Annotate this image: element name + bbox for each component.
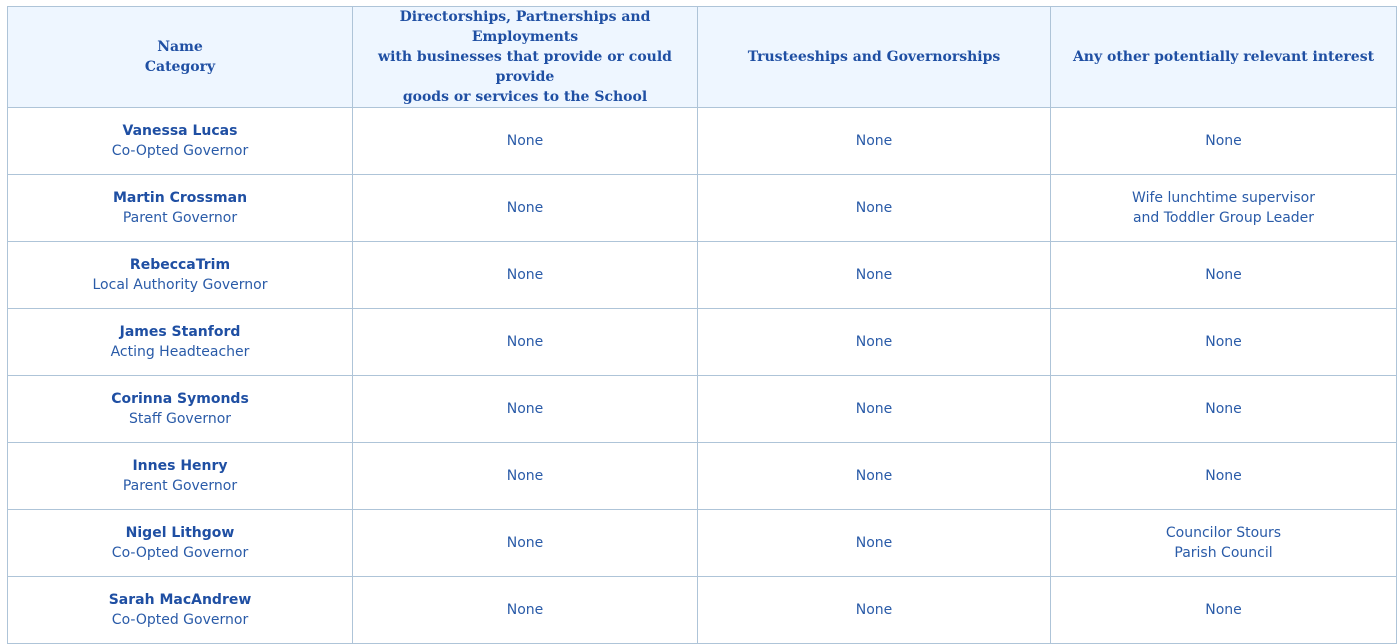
other-interest-line: and Toddler Group Leader [1132, 210, 1315, 226]
header-directorships-line-1: Directorships, Partnerships and Employments [399, 9, 651, 45]
cell-directorships: None [353, 510, 698, 577]
governor-name: Innes Henry [132, 458, 228, 474]
cell-trusteeships: None [698, 175, 1051, 242]
cell-directorships: None [353, 443, 698, 510]
governor-name: RebeccaTrim [129, 257, 231, 273]
table-header [8, 7, 1397, 108]
governor-category: Local Authority Governor [92, 277, 268, 293]
governor-category: Co-Opted Governor [111, 143, 249, 159]
governor-category: Co-Opted Governor [111, 612, 249, 628]
cell-directorships: None [353, 108, 698, 175]
header-directorships-line-2: with businesses that provide or could provide [378, 49, 672, 85]
other-interest-line: None [1205, 133, 1242, 149]
cell-trusteeships: None [698, 376, 1051, 443]
cell-trusteeships: None [698, 108, 1051, 175]
other-interest-line: None [1205, 401, 1242, 417]
other-interest-line: None [1205, 267, 1242, 283]
cell-trusteeships: None [698, 510, 1051, 577]
table-row [8, 376, 1397, 443]
governor-name: Sarah MacAndrew [108, 592, 252, 608]
header-category-label: Category [144, 59, 216, 75]
governor-interests-table [7, 6, 1397, 644]
governor-category: Parent Governor [122, 478, 238, 494]
cell-other-interest [1051, 376, 1397, 443]
table-row [8, 309, 1397, 376]
governor-interests-table-wrapper [7, 6, 1397, 644]
cell-directorships: None [353, 577, 698, 644]
governor-category: Co-Opted Governor [111, 545, 249, 561]
cell-other-interest [1051, 175, 1397, 242]
governor-name: Corinna Symonds [111, 391, 249, 407]
header-name-label: Name [157, 39, 203, 55]
cell-directorships: None [353, 175, 698, 242]
governor-name: Martin Crossman [112, 190, 248, 206]
other-interest-line: None [1205, 334, 1242, 350]
cell-name-category [8, 577, 353, 644]
table-body [8, 108, 1397, 644]
header-directorships-line-3: goods or services to the School [402, 89, 648, 105]
table-row [8, 443, 1397, 510]
cell-name-category [8, 376, 353, 443]
table-row [8, 510, 1397, 577]
header-name-category [8, 7, 353, 108]
cell-other-interest [1051, 577, 1397, 644]
cell-other-interest [1051, 443, 1397, 510]
other-interest-line: None [1205, 468, 1242, 484]
table-row [8, 577, 1397, 644]
cell-name-category [8, 309, 353, 376]
governor-name: James Stanford [119, 324, 241, 340]
header-directorships [353, 7, 698, 108]
header-trusteeships: Trusteeships and Governorships [698, 7, 1051, 108]
governor-category: Acting Headteacher [110, 344, 250, 360]
cell-other-interest [1051, 242, 1397, 309]
cell-trusteeships: None [698, 443, 1051, 510]
cell-other-interest [1051, 108, 1397, 175]
other-interest-line: Parish Council [1174, 545, 1273, 561]
governor-category: Staff Governor [128, 411, 232, 427]
cell-other-interest [1051, 510, 1397, 577]
governor-name: Vanessa Lucas [122, 123, 238, 139]
cell-name-category [8, 175, 353, 242]
table-row [8, 108, 1397, 175]
header-row [8, 7, 1397, 108]
cell-directorships: None [353, 376, 698, 443]
table-row [8, 175, 1397, 242]
header-other-interest: Any other potentially relevant interest [1051, 7, 1397, 108]
cell-name-category [8, 443, 353, 510]
cell-trusteeships: None [698, 309, 1051, 376]
cell-directorships: None [353, 242, 698, 309]
governor-category: Parent Governor [122, 210, 238, 226]
governor-name: Nigel Lithgow [125, 525, 235, 541]
cell-directorships: None [353, 309, 698, 376]
cell-name-category [8, 108, 353, 175]
cell-trusteeships: None [698, 577, 1051, 644]
other-interest-line: None [1205, 602, 1242, 618]
cell-name-category [8, 242, 353, 309]
table-row [8, 242, 1397, 309]
cell-trusteeships: None [698, 242, 1051, 309]
cell-other-interest [1051, 309, 1397, 376]
cell-name-category [8, 510, 353, 577]
other-interest-line: Councilor Stours [1165, 525, 1282, 541]
other-interest-line: Wife lunchtime supervisor [1132, 190, 1315, 206]
